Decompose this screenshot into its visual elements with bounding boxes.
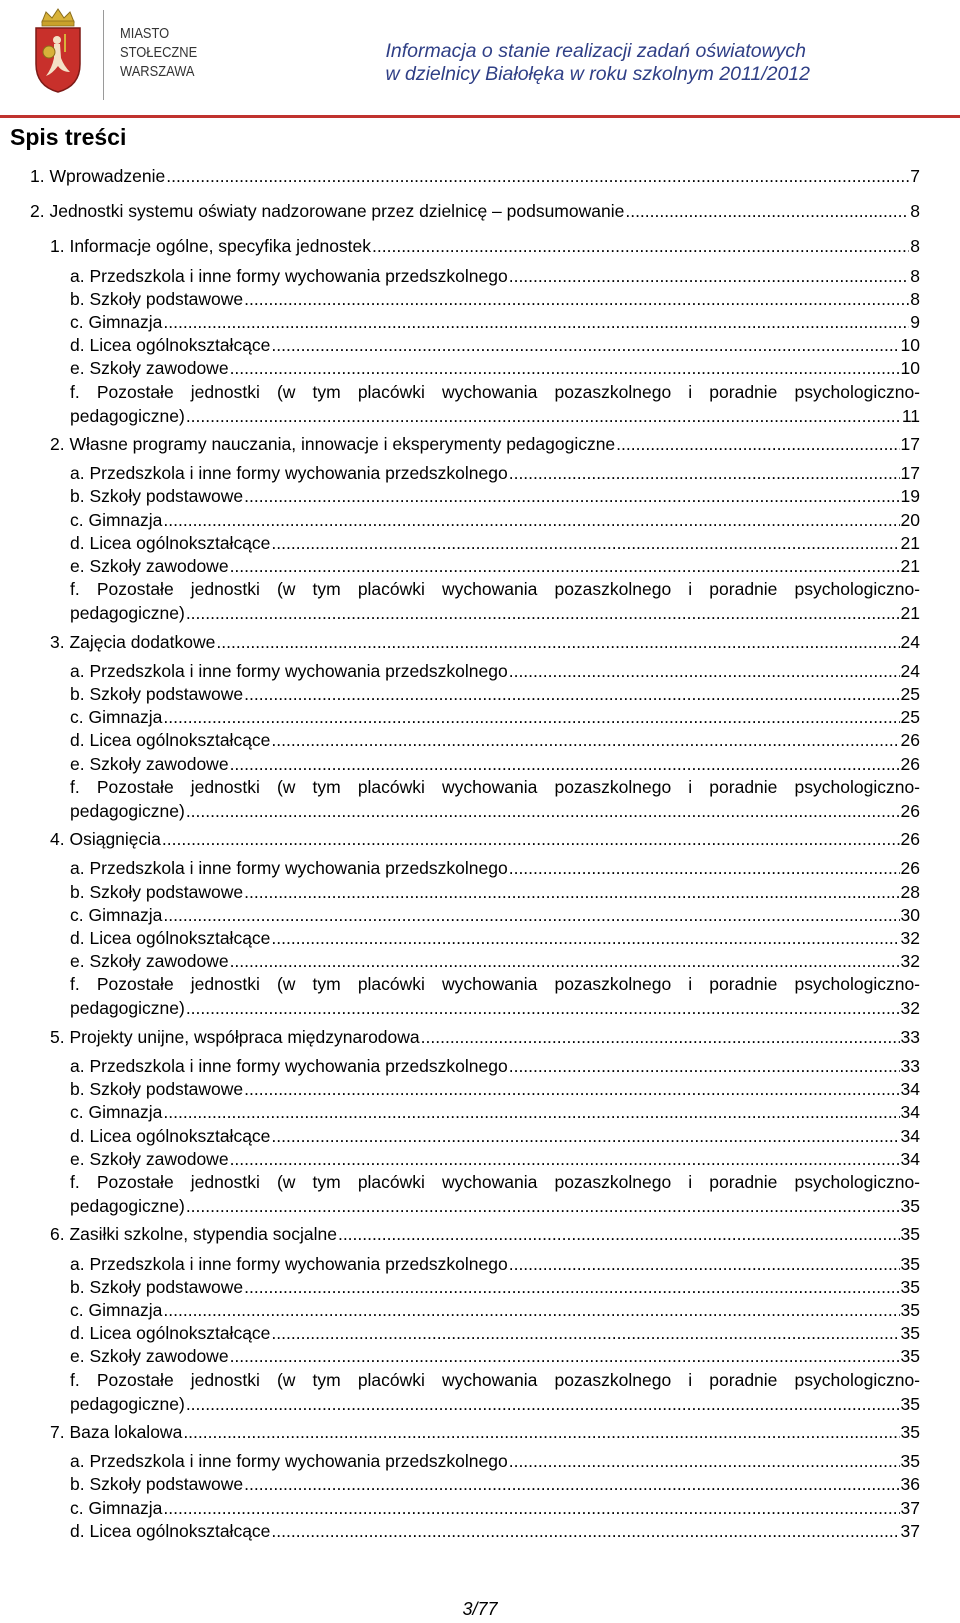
toc-leader-dots	[230, 554, 900, 578]
toc-leader-dots	[163, 705, 899, 729]
toc-leader-dots	[186, 799, 900, 823]
toc-entry[interactable]	[70, 972, 920, 1020]
toc-entry-title: a. Przedszkola i inne formy wychowania przedszkolnego	[70, 858, 508, 879]
toc-leader-dots	[244, 682, 899, 706]
toc-page-number: 11	[901, 405, 920, 426]
toc-entry[interactable]	[70, 484, 920, 508]
toc-leader-dots	[230, 949, 900, 973]
toc-page-number: 32	[900, 951, 920, 972]
toc-entry[interactable]	[70, 461, 920, 485]
toc-entry-title: 5. Projekty unijne, współpraca międzynarodowa	[50, 1026, 420, 1047]
toc-entry-title: f. Pozostałe jednostki (w tym placówki wychowania pozaszkolnego i poradnie psychologiczno-	[70, 974, 920, 995]
toc-entry-title: b. Szkoły podstawowe	[70, 684, 244, 704]
toc-leader-dots	[244, 287, 909, 311]
toc-page-number: 33	[900, 1056, 920, 1076]
toc-entry[interactable]	[70, 949, 920, 973]
toc-leader-dots	[163, 1496, 899, 1520]
logo-divider	[103, 10, 104, 100]
toc-page-number: 35	[900, 1300, 920, 1320]
warsaw-coat-of-arms-icon	[30, 6, 86, 94]
toc-entry-title: a. Przedszkola i inne formy wychowania przedszkolnego	[70, 1253, 508, 1274]
toc-entry-title: c. Gimnazja	[70, 1497, 163, 1518]
toc-page-number: 35	[900, 1393, 920, 1414]
toc-entry-title: e. Szkoły zawodowe	[70, 358, 229, 379]
toc-entry-title: 1. Informacje ogólne, specyfika jednostek	[50, 236, 372, 257]
toc-entry[interactable]	[70, 659, 920, 683]
toc-page-number: 30	[900, 904, 920, 925]
toc-leader-dots	[163, 508, 899, 532]
toc-leader-dots	[509, 856, 900, 880]
toc-page-number: 26	[900, 753, 920, 774]
toc-page-number: 10	[900, 335, 920, 356]
toc-leader-dots	[509, 1449, 900, 1473]
toc-page-number: 10	[900, 358, 920, 379]
toc-leader-dots	[509, 264, 910, 288]
toc-entry-title-cont: pedagogiczne)	[70, 1196, 185, 1216]
toc-page-number: 35	[900, 1451, 920, 1472]
toc-entry[interactable]	[70, 577, 920, 625]
toc-page-number: 26	[900, 858, 920, 879]
toc-page-number: 35	[900, 1422, 920, 1442]
toc-entry[interactable]	[70, 856, 920, 880]
toc-leader-dots	[186, 1392, 900, 1416]
brand-name	[120, 24, 210, 81]
toc-entry[interactable]	[70, 287, 920, 311]
toc-entry-title: b. Szkoły podstawowe	[70, 1079, 244, 1100]
toc-leader-dots	[183, 1420, 899, 1444]
toc-leader-dots	[186, 1194, 900, 1218]
toc-entry[interactable]	[70, 903, 920, 927]
document-title-line-1: Informacja o stanie realizacji zadań oświatowych	[385, 40, 807, 62]
toc-entry[interactable]	[50, 630, 920, 654]
toc-entry-title-cont: pedagogiczne)	[70, 800, 185, 821]
toc-entry[interactable]	[70, 1472, 920, 1496]
toc-leader-dots	[509, 1054, 900, 1078]
toc-entry-title: a. Przedszkola i inne formy wychowania przedszkolnego	[70, 660, 508, 681]
toc-page-number: 26	[900, 800, 920, 821]
toc-entry-title: 3. Zajęcia dodatkowe	[50, 631, 216, 652]
toc-entry-title: c. Gimnazja	[70, 1300, 163, 1320]
toc-page-number: 34	[900, 1148, 920, 1169]
toc-entry-title: e. Szkoły zawodowe	[70, 1346, 229, 1367]
toc-leader-dots	[271, 531, 899, 555]
toc-entry[interactable]	[70, 926, 920, 950]
toc-leader-dots	[230, 356, 900, 380]
toc-leader-dots	[421, 1025, 900, 1049]
toc-entry-title: f. Pozostałe jednostki (w tym placówki wychowania pozaszkolnego i poradnie psychologiczno-	[70, 776, 920, 797]
toc-leader-dots	[163, 1100, 899, 1124]
toc-leader-dots	[625, 199, 909, 223]
toc-leader-dots	[162, 827, 900, 851]
toc-entry-title: 4. Osiągnięcia	[50, 829, 161, 850]
toc-leader-dots	[163, 310, 909, 334]
toc-entry[interactable]	[50, 234, 920, 258]
header-rule	[0, 115, 960, 118]
toc-page-number: 37	[900, 1520, 920, 1541]
toc-entry-title: d. Licea ogólnokształcące	[70, 928, 271, 948]
toc-entry-title-cont: pedagogiczne)	[70, 1393, 185, 1414]
toc-entry-title: d. Licea ogólnokształcące	[70, 1323, 271, 1344]
toc-leader-dots	[509, 1252, 900, 1276]
toc-entry-title: e. Szkoły zawodowe	[70, 1148, 229, 1169]
toc-entry[interactable]	[70, 1298, 920, 1322]
toc-entry-title: c. Gimnazja	[70, 904, 163, 925]
toc-leader-dots	[372, 234, 909, 258]
toc-entry[interactable]	[70, 775, 920, 823]
toc-entry[interactable]	[70, 264, 920, 288]
toc-entry[interactable]	[50, 1025, 920, 1049]
toc-page-number: 35	[900, 1253, 920, 1274]
toc-entry[interactable]	[70, 1170, 920, 1218]
toc-entry-title: d. Licea ogólnokształcące	[70, 335, 271, 356]
toc-leader-dots	[509, 659, 900, 683]
toc-leader-dots	[271, 728, 899, 752]
toc-page-number: 8	[910, 288, 920, 309]
toc-entry-title: f. Pozostałe jednostki (w tym placówki wychowania pozaszkolnego i poradnie psychologiczno-	[70, 1369, 920, 1390]
toc-leader-dots	[230, 1344, 900, 1368]
toc-entry[interactable]	[70, 1519, 920, 1543]
toc-entry[interactable]	[70, 880, 920, 904]
toc-entry[interactable]	[70, 1124, 920, 1148]
page-header	[0, 0, 960, 118]
toc-entry[interactable]	[70, 1100, 920, 1124]
toc-leader-dots	[244, 484, 899, 508]
toc-entry-title: a. Przedszkola i inne formy wychowania przedszkolnego	[70, 463, 508, 484]
toc-entry[interactable]	[70, 682, 920, 706]
toc-entry[interactable]	[70, 1344, 920, 1368]
toc-entry[interactable]	[70, 752, 920, 776]
toc-entry[interactable]	[70, 1275, 920, 1299]
toc-page-number: 7	[910, 166, 920, 186]
toc-entry-title: b. Szkoły podstawowe	[70, 288, 244, 309]
toc-page-number: 8	[910, 236, 920, 257]
toc-leader-dots	[509, 461, 900, 485]
toc-page-number: 34	[900, 1102, 920, 1123]
toc-leader-dots	[230, 1147, 900, 1171]
toc-page-number: 8	[910, 265, 920, 286]
toc-entry[interactable]	[70, 1321, 920, 1345]
brand-line: STOŁECZNE	[120, 44, 198, 61]
toc-page-number: 33	[900, 1026, 920, 1047]
toc-entry[interactable]	[70, 1368, 920, 1416]
toc-entry[interactable]	[70, 333, 920, 357]
toc-leader-dots	[166, 164, 909, 188]
toc-page-number: 17	[900, 463, 920, 484]
toc-entry[interactable]	[50, 1420, 920, 1444]
toc-page-number: 28	[900, 881, 920, 902]
toc-leader-dots	[271, 1519, 899, 1543]
toc-entry[interactable]	[70, 554, 920, 578]
toc-entry-title: e. Szkoły zawodowe	[70, 951, 229, 972]
toc-entry[interactable]	[30, 199, 920, 223]
toc-page-number: 19	[900, 486, 920, 507]
toc-page-number: 26	[900, 730, 920, 751]
toc-page-number: 21	[900, 556, 920, 576]
toc-page-number: 34	[900, 1125, 920, 1146]
toc-page-number: 26	[900, 829, 920, 850]
toc-leader-dots	[244, 1077, 899, 1101]
toc-entry[interactable]	[70, 1496, 920, 1520]
toc-entry[interactable]	[70, 1252, 920, 1276]
brand-line: MIASTO	[120, 25, 170, 42]
toc-leader-dots	[186, 996, 900, 1020]
toc-entry-title: d. Licea ogólnokształcące	[70, 1520, 271, 1541]
toc-entry[interactable]	[50, 827, 920, 851]
toc-entry-title: a. Przedszkola i inne formy wychowania przedszkolnego	[70, 265, 508, 286]
toc-page-number: 25	[900, 707, 920, 728]
toc-entry-title: f. Pozostałe jednostki (w tym placówki wychowania pozaszkolnego i poradnie psychologiczno-	[70, 1172, 920, 1192]
toc-entry-title: c. Gimnazja	[70, 509, 163, 530]
toc-entry[interactable]	[70, 1147, 920, 1171]
toc-entry-title: c. Gimnazja	[70, 312, 163, 332]
toc-page-number: 35	[900, 1196, 920, 1216]
toc-entry-title: b. Szkoły podstawowe	[70, 1276, 244, 1297]
toc-entry-title: 2. Własne programy nauczania, innowacje i eksperymenty pedagogiczne	[50, 434, 616, 454]
toc-leader-dots	[244, 1275, 899, 1299]
toc-leader-dots	[186, 404, 901, 428]
toc-entry-title: 6. Zasiłki szkolne, stypendia socjalne	[50, 1224, 337, 1245]
toc-leader-dots	[271, 1321, 899, 1345]
toc-leader-dots	[163, 1298, 899, 1322]
toc-leader-dots	[271, 926, 899, 950]
toc-page-number: 9	[910, 312, 920, 332]
toc-page-number: 32	[900, 928, 920, 948]
toc-entry-title: d. Licea ogólnokształcące	[70, 1125, 271, 1146]
toc-leader-dots	[271, 333, 899, 357]
toc-entry[interactable]	[70, 310, 920, 334]
toc-entry-title: e. Szkoły zawodowe	[70, 753, 229, 774]
toc-entry[interactable]	[70, 508, 920, 532]
toc-page-number: 35	[900, 1323, 920, 1344]
toc-entry[interactable]	[70, 1054, 920, 1078]
toc-page-number: 34	[900, 1079, 920, 1100]
document-title	[385, 40, 810, 86]
toc-entry[interactable]	[50, 1222, 920, 1246]
toc-entry-title: a. Przedszkola i inne formy wychowania przedszkolnego	[70, 1451, 508, 1472]
toc-entry-title: f. Pozostałe jednostki (w tym placówki wychowania pozaszkolnego i poradnie psychologiczno-	[70, 579, 920, 600]
toc-entry[interactable]	[70, 380, 920, 428]
toc-page-number: 37	[900, 1497, 920, 1518]
toc-entry-title: b. Szkoły podstawowe	[70, 1474, 244, 1495]
toc-page-number: 35	[900, 1224, 920, 1245]
toc-leader-dots	[244, 880, 899, 904]
toc-entry[interactable]	[70, 728, 920, 752]
toc-heading: Spis treści	[10, 124, 127, 150]
toc-leader-dots	[216, 630, 899, 654]
toc-entry[interactable]	[70, 705, 920, 729]
toc-leader-dots	[230, 752, 900, 776]
toc-entry-title: c. Gimnazja	[70, 1102, 163, 1123]
toc-entry-title-cont: pedagogiczne)	[70, 405, 185, 426]
toc-entry[interactable]	[50, 432, 920, 456]
toc-leader-dots	[186, 601, 900, 625]
toc-page-number: 17	[900, 434, 920, 454]
toc-page-number: 24	[900, 631, 920, 652]
toc-entry[interactable]	[70, 531, 920, 555]
toc-leader-dots	[163, 903, 899, 927]
toc-entry-title: a. Przedszkola i inne formy wychowania przedszkolnego	[70, 1056, 508, 1076]
toc-entry-title: 1. Wprowadzenie	[30, 166, 166, 186]
toc-leader-dots	[244, 1472, 899, 1496]
toc-entry-title: 2. Jednostki systemu oświaty nadzorowane przez dzielnicę – podsumowanie	[30, 201, 625, 222]
toc-entry[interactable]	[30, 164, 920, 188]
toc-page-number: 35	[900, 1276, 920, 1297]
toc-entry[interactable]	[70, 356, 920, 380]
toc-page-number: 21	[900, 603, 920, 624]
toc-entry-title: b. Szkoły podstawowe	[70, 881, 244, 902]
toc-page-number: 32	[900, 998, 920, 1019]
toc-entry-title: c. Gimnazja	[70, 707, 163, 728]
toc-entry-title: d. Licea ogólnokształcące	[70, 532, 271, 553]
page-number: 3/77	[462, 1599, 498, 1619]
toc-page-number: 25	[900, 684, 920, 704]
toc-entry[interactable]	[70, 1449, 920, 1473]
toc-page-number: 24	[900, 660, 920, 681]
toc-leader-dots	[271, 1124, 899, 1148]
toc-page-number: 35	[900, 1346, 920, 1367]
toc-page-number: 8	[910, 201, 920, 222]
toc-entry-title: d. Licea ogólnokształcące	[70, 730, 271, 751]
toc-page-number: 21	[900, 532, 920, 553]
toc-entry-title-cont: pedagogiczne)	[70, 998, 185, 1019]
brand-line: WARSZAWA	[120, 63, 195, 80]
toc-leader-dots	[338, 1222, 900, 1246]
toc-entry-title: f. Pozostałe jednostki (w tym placówki wychowania pozaszkolnego i poradnie psychologiczno-	[70, 381, 920, 402]
toc-page-number: 20	[900, 509, 920, 530]
toc-entry-title: b. Szkoły podstawowe	[70, 486, 244, 507]
toc-entry-title-cont: pedagogiczne)	[70, 603, 185, 624]
toc-entry-title: e. Szkoły zawodowe	[70, 556, 229, 576]
toc-leader-dots	[616, 432, 899, 456]
toc-entry[interactable]	[70, 1077, 920, 1101]
toc-page-number: 36	[900, 1474, 920, 1495]
document-title-line-2: w dzielnicy Białołęka w roku szkolnym 2011/2012	[385, 63, 810, 85]
toc-entry-title: 7. Baza lokalowa	[50, 1422, 183, 1442]
